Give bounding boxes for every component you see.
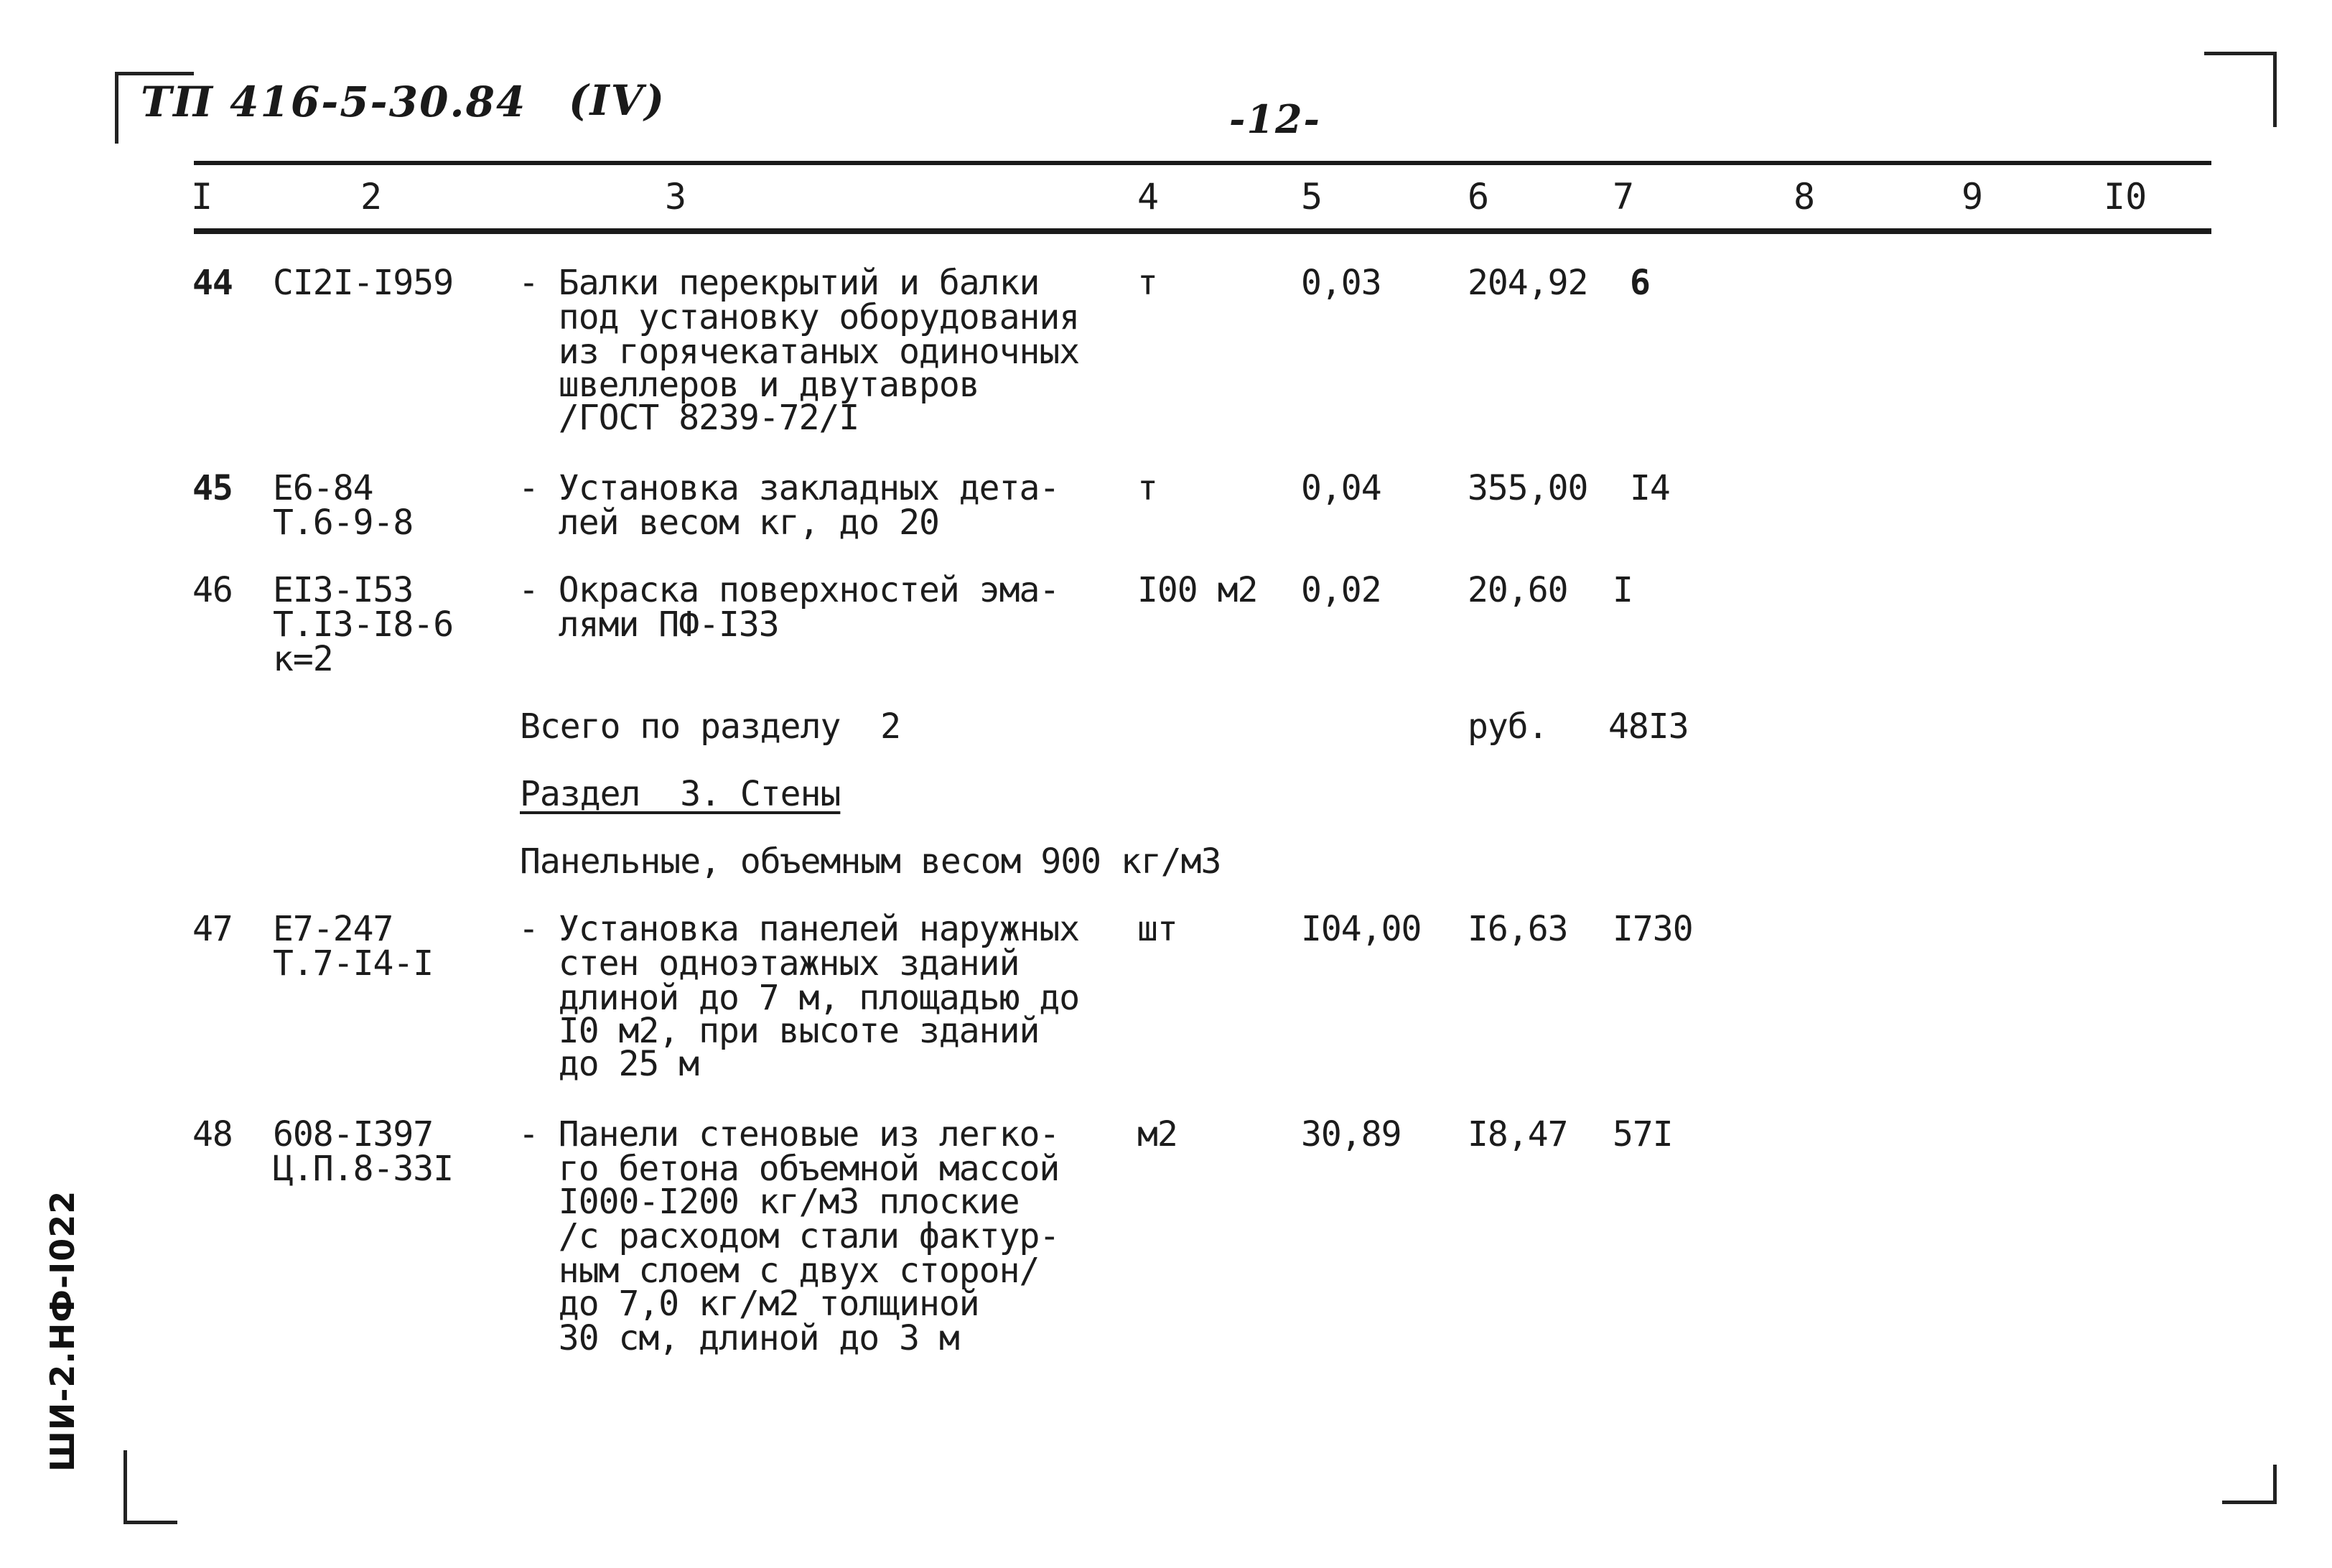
row-description-line: под установку оборудования	[518, 297, 1080, 337]
row-description-line: I000-I200 кг/м3 плоские	[518, 1182, 1020, 1222]
row-description-line: I0 м2, при высоте зданий	[518, 1011, 1040, 1051]
row-description-line: длиной до 7 м, площадью до	[518, 978, 1080, 1018]
frame-top-right-horizontal	[2204, 52, 2276, 55]
frame-bottom-right-horizontal	[2222, 1501, 2276, 1504]
row-unit-price: I8,47	[1468, 1114, 1568, 1154]
row-code-line: E6-84	[273, 468, 373, 508]
row-description-line: до 25 м	[518, 1044, 699, 1084]
column-number-3: 3	[665, 176, 687, 218]
row-quantity: 30,89	[1301, 1114, 1401, 1154]
section-subheading: Панельные, объемным весом 900 кг/м3	[520, 841, 1221, 882]
row-total: 6	[1630, 263, 1650, 303]
row-description-line: - Установка панелей наружных	[518, 909, 1080, 949]
row-code-line: CI2I-I959	[273, 263, 454, 303]
column-number-4: 4	[1137, 176, 1160, 218]
row-code-line: Т.6-9-8	[273, 503, 414, 543]
row-quantity: 0,03	[1301, 263, 1381, 303]
row-number: 44	[192, 263, 233, 303]
row-description-line: - Установка закладных дета-	[518, 468, 1060, 508]
frame-top-right-vertical	[2273, 52, 2277, 127]
row-total: I	[1613, 570, 1633, 610]
section-total-currency: руб.	[1468, 706, 1548, 747]
column-number-10: I0	[2104, 176, 2147, 218]
row-unit-price: 204,92	[1468, 263, 1588, 303]
column-number-6: 6	[1468, 176, 1490, 218]
row-code-line: Ц.П.8-33I	[273, 1149, 454, 1189]
column-number-8: 8	[1794, 176, 1816, 218]
column-number-5: 5	[1301, 176, 1323, 218]
row-description-line: стен одноэтажных зданий	[518, 943, 1020, 984]
row-description-line: /ГОСТ 8239-72/I	[518, 398, 859, 438]
row-code-line: к=2	[273, 639, 333, 679]
row-description-line: - Балки перекрытий и балки	[518, 263, 1040, 303]
frame-top-left-vertical	[115, 72, 118, 144]
row-description-line: - Панели стеновые из легко-	[518, 1114, 1060, 1154]
row-code-line: 608-I397	[273, 1114, 434, 1154]
column-number-9: 9	[1962, 176, 1984, 218]
row-unit-price: 355,00	[1468, 468, 1588, 508]
row-unit: т	[1137, 263, 1157, 303]
row-unit: т	[1137, 468, 1157, 508]
row-number: 48	[192, 1114, 233, 1154]
row-description-line: го бетона объемной массой	[518, 1149, 1060, 1189]
row-description-line: лями ПФ-I33	[518, 605, 779, 645]
table-header-rule	[194, 228, 2211, 234]
row-number: 47	[192, 909, 233, 949]
row-description-line: ным слоем с двух сторон/	[518, 1251, 1040, 1291]
row-unit-price: 20,60	[1468, 570, 1568, 610]
row-quantity: I04,00	[1301, 909, 1422, 949]
document-code: ТП 416-5-30.84	[141, 78, 527, 126]
row-number: 45	[192, 468, 233, 508]
row-description-line: лей весом кг, до 20	[518, 503, 939, 543]
column-number-1: I	[191, 176, 213, 218]
row-number: 46	[192, 570, 233, 610]
volume-mark: (IV)	[569, 76, 666, 125]
row-quantity: 0,04	[1301, 468, 1381, 508]
row-description-line: из горячекатаных одиночных	[518, 332, 1080, 372]
table-top-rule	[194, 161, 2211, 165]
frame-bottom-left-vertical	[123, 1450, 127, 1524]
row-unit: м2	[1137, 1114, 1177, 1154]
row-code-line: Т.7-I4-I	[273, 943, 434, 984]
frame-top-left-horizontal	[115, 72, 194, 75]
row-description-line: 30 см, длиной до 3 м	[518, 1318, 959, 1358]
row-code-line: E7-247	[273, 909, 393, 949]
section-total-value: 48I3	[1608, 706, 1689, 747]
column-number-7: 7	[1613, 176, 1635, 218]
archive-stamp: ШИ-2.НФ-I022	[43, 1190, 82, 1472]
row-unit: I00 м2	[1137, 570, 1258, 610]
row-total: I4	[1630, 468, 1670, 508]
row-code-line: EI3-I53	[273, 570, 414, 610]
frame-bottom-left-horizontal	[123, 1521, 177, 1524]
row-description-line: до 7,0 кг/м2 толщиной	[518, 1284, 979, 1324]
row-unit-price: I6,63	[1468, 909, 1568, 949]
row-unit: шт	[1137, 909, 1177, 949]
row-description-line: /с расходом стали фактур-	[518, 1216, 1060, 1256]
row-quantity: 0,02	[1301, 570, 1381, 610]
frame-bottom-right-vertical	[2273, 1465, 2277, 1504]
section-heading: Раздел 3. Стены	[520, 774, 841, 814]
row-total: 57I	[1613, 1114, 1673, 1154]
row-description-line: - Окраска поверхностей эма-	[518, 570, 1060, 610]
page-number: -12-	[1229, 96, 1321, 142]
row-code-line: Т.I3-I8-6	[273, 605, 454, 645]
row-description-line: швеллеров и двутавров	[518, 365, 979, 405]
column-number-2: 2	[360, 176, 383, 218]
section-total-label: Всего по разделу 2	[520, 706, 901, 747]
row-total: I730	[1613, 909, 1693, 949]
